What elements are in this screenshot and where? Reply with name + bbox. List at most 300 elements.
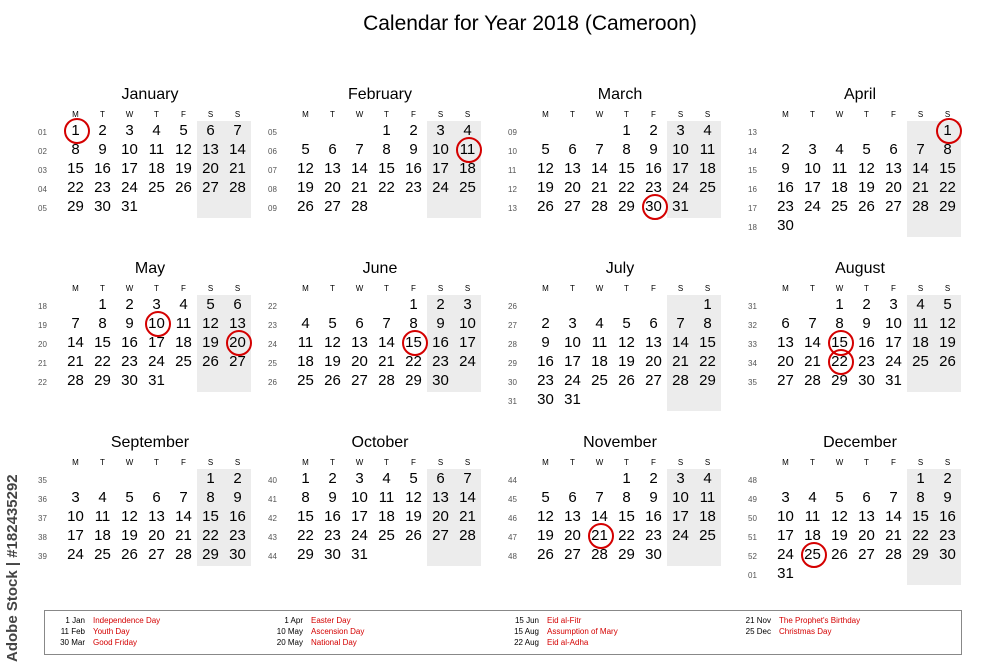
day-cell: 8 [916, 489, 925, 506]
day-cell: 21 [351, 179, 368, 196]
day-cell: 5 [301, 141, 310, 158]
day-cell: 5 [206, 296, 215, 313]
weekday-header: W [125, 458, 134, 467]
holiday-entry [49, 616, 160, 626]
day-cell: 14 [912, 160, 929, 177]
day-cell: 17 [67, 527, 84, 544]
day-cell: 27 [229, 353, 246, 370]
day-cell: 17 [121, 160, 138, 177]
day-cell: 5 [862, 141, 871, 158]
day-cell: 30 [94, 198, 111, 215]
weekday-header: F [411, 110, 416, 119]
day-cell: 28 [804, 372, 821, 389]
day-cell: 8 [206, 489, 215, 506]
day-cell: 28 [591, 198, 608, 215]
day-cell: 2 [862, 296, 871, 313]
day-cell: 28 [912, 198, 929, 215]
day-cell: 1 [622, 470, 631, 487]
day-cell: 8 [703, 315, 712, 332]
day-cell: 4 [301, 315, 310, 332]
holiday-date: 25 Dec [745, 627, 771, 636]
day-cell: 16 [645, 508, 662, 525]
day-cell: 4 [179, 296, 188, 313]
day-cell: 5 [541, 489, 550, 506]
day-cell: 22 [831, 353, 848, 370]
weekday-header: S [704, 284, 711, 293]
weekday-header: T [100, 458, 105, 467]
week-number: 14 [748, 147, 757, 156]
day-cell: 12 [324, 334, 341, 351]
day-cell: 25 [148, 179, 165, 196]
day-cell: 1 [943, 122, 952, 139]
day-cell: 5 [409, 470, 418, 487]
week-number: 19 [38, 321, 47, 330]
day-cell: 19 [405, 508, 422, 525]
day-cell: 26 [175, 179, 192, 196]
month-name: July [605, 260, 635, 277]
day-cell: 1 [916, 470, 925, 487]
day-cell: 13 [351, 334, 368, 351]
day-cell: 2 [409, 122, 418, 139]
month-may [38, 260, 246, 420]
day-cell: 24 [351, 527, 368, 544]
day-cell: 18 [699, 160, 716, 177]
day-cell: 26 [121, 546, 138, 563]
week-number: 05 [268, 128, 277, 137]
day-cell: 12 [939, 315, 956, 332]
day-cell: 9 [781, 160, 790, 177]
day-cell: 15 [378, 160, 395, 177]
day-cell: 30 [537, 391, 554, 408]
day-cell: 17 [351, 508, 368, 525]
day-cell: 28 [378, 372, 395, 389]
day-cell: 14 [351, 160, 368, 177]
month-name: December [823, 434, 897, 451]
day-cell: 18 [831, 179, 848, 196]
day-cell: 11 [175, 315, 192, 332]
weekday-header: T [810, 458, 815, 467]
day-cell: 7 [916, 141, 925, 158]
day-cell: 23 [405, 179, 422, 196]
day-cell: 29 [405, 372, 422, 389]
day-cell: 9 [436, 315, 445, 332]
holiday-entry [267, 616, 351, 626]
day-cell: 11 [591, 334, 608, 351]
day-cell: 23 [858, 353, 875, 370]
day-cell: 26 [297, 198, 314, 215]
day-cell: 15 [405, 334, 422, 351]
weekday-header: M [72, 284, 79, 293]
day-cell: 31 [148, 372, 165, 389]
day-cell: 31 [777, 565, 794, 582]
day-cell: 10 [121, 141, 138, 158]
week-number: 06 [268, 147, 277, 156]
weekday-header: T [384, 110, 389, 119]
day-cell: 18 [591, 353, 608, 370]
weekday-header: S [944, 458, 951, 467]
day-cell: 12 [618, 334, 635, 351]
day-cell: 2 [649, 122, 658, 139]
day-cell: 19 [537, 179, 554, 196]
day-cell: 18 [94, 527, 111, 544]
day-cell: 9 [98, 141, 107, 158]
weekday-header: T [864, 458, 869, 467]
day-cell: 4 [595, 315, 604, 332]
weekday-header: M [302, 284, 309, 293]
day-cell: 12 [297, 160, 314, 177]
weekday-header: T [330, 110, 335, 119]
day-cell: 30 [777, 217, 794, 234]
day-cell: 14 [591, 160, 608, 177]
weekday-header: T [810, 284, 815, 293]
day-cell: 24 [459, 353, 476, 370]
month-september [38, 434, 246, 594]
holiday-entry [503, 616, 581, 626]
day-cell: 14 [229, 141, 246, 158]
watermark-text: Adobe Stock | #182435292 [4, 474, 21, 662]
month-november [508, 434, 716, 594]
day-cell: 2 [125, 296, 134, 313]
day-cell: 17 [432, 160, 449, 177]
day-cell: 16 [645, 160, 662, 177]
holiday-name: National Day [311, 638, 357, 647]
day-cell: 7 [676, 315, 685, 332]
holiday-name: The Prophet's Birthday [779, 616, 861, 625]
day-cell: 6 [568, 141, 577, 158]
day-cell: 31 [121, 198, 138, 215]
day-cell: 17 [804, 179, 821, 196]
weekday-header: T [330, 458, 335, 467]
day-cell: 10 [459, 315, 476, 332]
month-july [508, 260, 716, 420]
weekday-header: F [411, 284, 416, 293]
day-cell: 5 [328, 315, 337, 332]
day-cell: 25 [297, 372, 314, 389]
day-cell: 4 [98, 489, 107, 506]
day-cell: 3 [152, 296, 161, 313]
day-cell: 11 [459, 141, 476, 158]
day-cell: 15 [67, 160, 84, 177]
weekday-header: T [384, 458, 389, 467]
holiday-entry [49, 638, 137, 648]
day-cell: 8 [409, 315, 418, 332]
weekday-header: W [355, 110, 364, 119]
holiday-entry [267, 638, 357, 648]
day-cell: 6 [862, 489, 871, 506]
week-number: 01 [748, 571, 757, 580]
day-cell: 24 [672, 179, 689, 196]
day-cell: 7 [463, 470, 472, 487]
weekday-header: W [595, 284, 604, 293]
day-cell: 6 [889, 141, 898, 158]
day-cell: 17 [777, 527, 794, 544]
day-cell: 7 [595, 489, 604, 506]
weekday-header: S [944, 284, 951, 293]
day-cell: 16 [405, 160, 422, 177]
day-cell: 20 [777, 353, 794, 370]
weekday-header: W [595, 110, 604, 119]
day-cell: 14 [67, 334, 84, 351]
day-cell: 29 [202, 546, 219, 563]
day-cell: 27 [885, 198, 902, 215]
day-cell: 6 [206, 122, 215, 139]
week-number: 25 [268, 359, 277, 368]
day-cell: 27 [645, 372, 662, 389]
day-cell: 7 [179, 489, 188, 506]
weekday-header: F [651, 284, 656, 293]
week-number: 22 [268, 302, 277, 311]
day-cell: 22 [939, 179, 956, 196]
day-cell: 13 [564, 160, 581, 177]
weekday-header: T [154, 458, 159, 467]
week-number: 11 [508, 166, 517, 175]
day-cell: 13 [564, 508, 581, 525]
day-cell: 21 [672, 353, 689, 370]
weekday-header: S [704, 110, 711, 119]
weekday-header: S [677, 458, 684, 467]
day-cell: 21 [912, 179, 929, 196]
page-title: Calendar for Year 2018 (Cameroon) [363, 12, 697, 35]
holiday-date: 20 May [276, 638, 303, 647]
day-cell: 30 [645, 198, 662, 215]
day-cell: 13 [777, 334, 794, 351]
weekday-header: T [624, 284, 629, 293]
day-cell: 26 [405, 527, 422, 544]
day-cell: 17 [564, 353, 581, 370]
holiday-name: Eid al-Fitr [547, 616, 582, 625]
day-cell: 7 [233, 122, 242, 139]
week-number: 05 [38, 204, 47, 213]
day-cell: 27 [324, 198, 341, 215]
stock-watermark [4, 432, 24, 662]
day-cell: 27 [351, 372, 368, 389]
day-cell: 29 [831, 372, 848, 389]
day-cell: 31 [351, 546, 368, 563]
holiday-entry [503, 638, 588, 648]
day-cell: 2 [943, 470, 952, 487]
weekday-header: M [72, 458, 79, 467]
day-cell: 24 [432, 179, 449, 196]
day-cell: 22 [405, 353, 422, 370]
day-cell: 11 [94, 508, 111, 525]
day-cell: 16 [324, 508, 341, 525]
week-number: 20 [38, 340, 47, 349]
day-cell: 13 [885, 160, 902, 177]
day-cell: 19 [858, 179, 875, 196]
holiday-name: Ascension Day [311, 627, 365, 636]
day-cell: 9 [862, 315, 871, 332]
day-cell: 21 [591, 179, 608, 196]
day-cell: 6 [355, 315, 364, 332]
day-cell: 15 [94, 334, 111, 351]
day-cell: 1 [98, 296, 107, 313]
day-cell: 12 [121, 508, 138, 525]
weekday-header: T [570, 284, 575, 293]
day-cell: 28 [351, 198, 368, 215]
day-cell: 11 [699, 489, 716, 506]
day-cell: 7 [355, 141, 364, 158]
day-cell: 20 [324, 179, 341, 196]
holiday-name: Good Friday [93, 638, 138, 647]
day-cell: 13 [148, 508, 165, 525]
month-october [268, 434, 476, 594]
day-cell: 14 [672, 334, 689, 351]
weekday-header: M [542, 110, 549, 119]
week-number: 45 [508, 495, 517, 504]
day-cell: 4 [808, 489, 817, 506]
day-cell: 25 [699, 527, 716, 544]
day-cell: 6 [152, 489, 161, 506]
day-cell: 21 [175, 527, 192, 544]
week-number: 18 [748, 223, 757, 232]
day-cell: 5 [125, 489, 134, 506]
day-cell: 26 [202, 353, 219, 370]
day-cell: 4 [703, 122, 712, 139]
day-cell: 25 [378, 527, 395, 544]
month-name: November [583, 434, 657, 451]
day-cell: 25 [175, 353, 192, 370]
day-cell: 6 [568, 489, 577, 506]
day-cell: 29 [912, 546, 929, 563]
day-cell: 3 [355, 470, 364, 487]
day-cell: 28 [591, 546, 608, 563]
day-cell: 25 [804, 546, 821, 563]
day-cell: 28 [175, 546, 192, 563]
day-cell: 7 [889, 489, 898, 506]
week-number: 27 [508, 321, 517, 330]
day-cell: 2 [233, 470, 242, 487]
weekday-header: S [234, 284, 241, 293]
day-cell: 28 [229, 179, 246, 196]
day-cell: 19 [939, 334, 956, 351]
weekday-header: F [181, 284, 186, 293]
day-cell: 28 [67, 372, 84, 389]
day-cell: 11 [378, 489, 395, 506]
weekday-header: S [207, 284, 214, 293]
day-cell: 14 [459, 489, 476, 506]
weekday-header: S [464, 110, 471, 119]
day-cell: 15 [618, 160, 635, 177]
day-cell: 15 [699, 334, 716, 351]
day-cell: 15 [297, 508, 314, 525]
day-cell: 24 [777, 546, 794, 563]
day-cell: 26 [831, 546, 848, 563]
day-cell: 1 [382, 122, 391, 139]
week-number: 18 [38, 302, 47, 311]
weekday-header: M [782, 458, 789, 467]
month-name: September [110, 434, 190, 451]
day-cell: 15 [618, 508, 635, 525]
day-cell: 4 [152, 122, 161, 139]
day-cell: 26 [537, 198, 554, 215]
day-cell: 3 [889, 296, 898, 313]
week-number: 26 [508, 302, 517, 311]
week-number: 35 [748, 378, 757, 387]
week-number: 48 [508, 552, 517, 561]
week-number: 15 [748, 166, 757, 175]
week-number: 38 [38, 533, 47, 542]
day-cell: 23 [645, 179, 662, 196]
day-cell: 24 [885, 353, 902, 370]
day-cell: 29 [618, 198, 635, 215]
day-cell: 18 [912, 334, 929, 351]
day-cell: 20 [858, 527, 875, 544]
day-cell: 30 [858, 372, 875, 389]
day-cell: 22 [94, 353, 111, 370]
day-cell: 6 [781, 315, 790, 332]
day-cell: 8 [301, 489, 310, 506]
day-cell: 1 [409, 296, 418, 313]
day-cell: 9 [541, 334, 550, 351]
day-cell: 27 [777, 372, 794, 389]
weekday-header: S [234, 458, 241, 467]
holiday-date: 15 Aug [514, 627, 539, 636]
day-cell: 10 [777, 508, 794, 525]
day-cell: 5 [541, 141, 550, 158]
weekday-header: S [917, 110, 924, 119]
day-cell: 12 [175, 141, 192, 158]
day-cell: 4 [916, 296, 925, 313]
day-cell: 10 [351, 489, 368, 506]
week-number: 03 [38, 166, 47, 175]
month-december [748, 434, 956, 594]
day-cell: 29 [94, 372, 111, 389]
week-number: 04 [38, 185, 47, 194]
day-cell: 18 [459, 160, 476, 177]
day-cell: 8 [382, 141, 391, 158]
day-cell: 25 [459, 179, 476, 196]
day-cell: 1 [622, 122, 631, 139]
day-cell: 25 [831, 198, 848, 215]
day-cell: 10 [672, 141, 689, 158]
month-name: August [835, 260, 885, 277]
week-number: 28 [508, 340, 517, 349]
weekday-header: W [835, 458, 844, 467]
weekday-header: W [835, 110, 844, 119]
weekday-header: T [864, 284, 869, 293]
day-cell: 28 [885, 546, 902, 563]
day-cell: 23 [229, 527, 246, 544]
weekday-header: F [891, 458, 896, 467]
day-cell: 4 [835, 141, 844, 158]
week-number: 02 [38, 147, 47, 156]
week-number: 23 [268, 321, 277, 330]
day-cell: 19 [831, 527, 848, 544]
week-number: 17 [748, 204, 757, 213]
day-cell: 30 [645, 546, 662, 563]
week-number: 46 [508, 514, 517, 523]
weekday-header: S [464, 284, 471, 293]
day-cell: 26 [858, 198, 875, 215]
holiday-date: 15 Jun [514, 616, 539, 625]
day-cell: 2 [328, 470, 337, 487]
day-cell: 16 [229, 508, 246, 525]
week-number: 09 [508, 128, 517, 137]
week-number: 43 [268, 533, 277, 542]
weekday-header: M [72, 110, 79, 119]
day-cell: 7 [808, 315, 817, 332]
week-number: 34 [748, 359, 757, 368]
day-cell: 28 [672, 372, 689, 389]
day-cell: 9 [328, 489, 337, 506]
holiday-date: 30 Mar [60, 638, 85, 647]
week-number: 01 [38, 128, 47, 137]
weekday-header: F [181, 458, 186, 467]
day-cell: 13 [324, 160, 341, 177]
weekday-header: M [302, 110, 309, 119]
month-name: March [597, 86, 643, 103]
day-cell: 28 [459, 527, 476, 544]
